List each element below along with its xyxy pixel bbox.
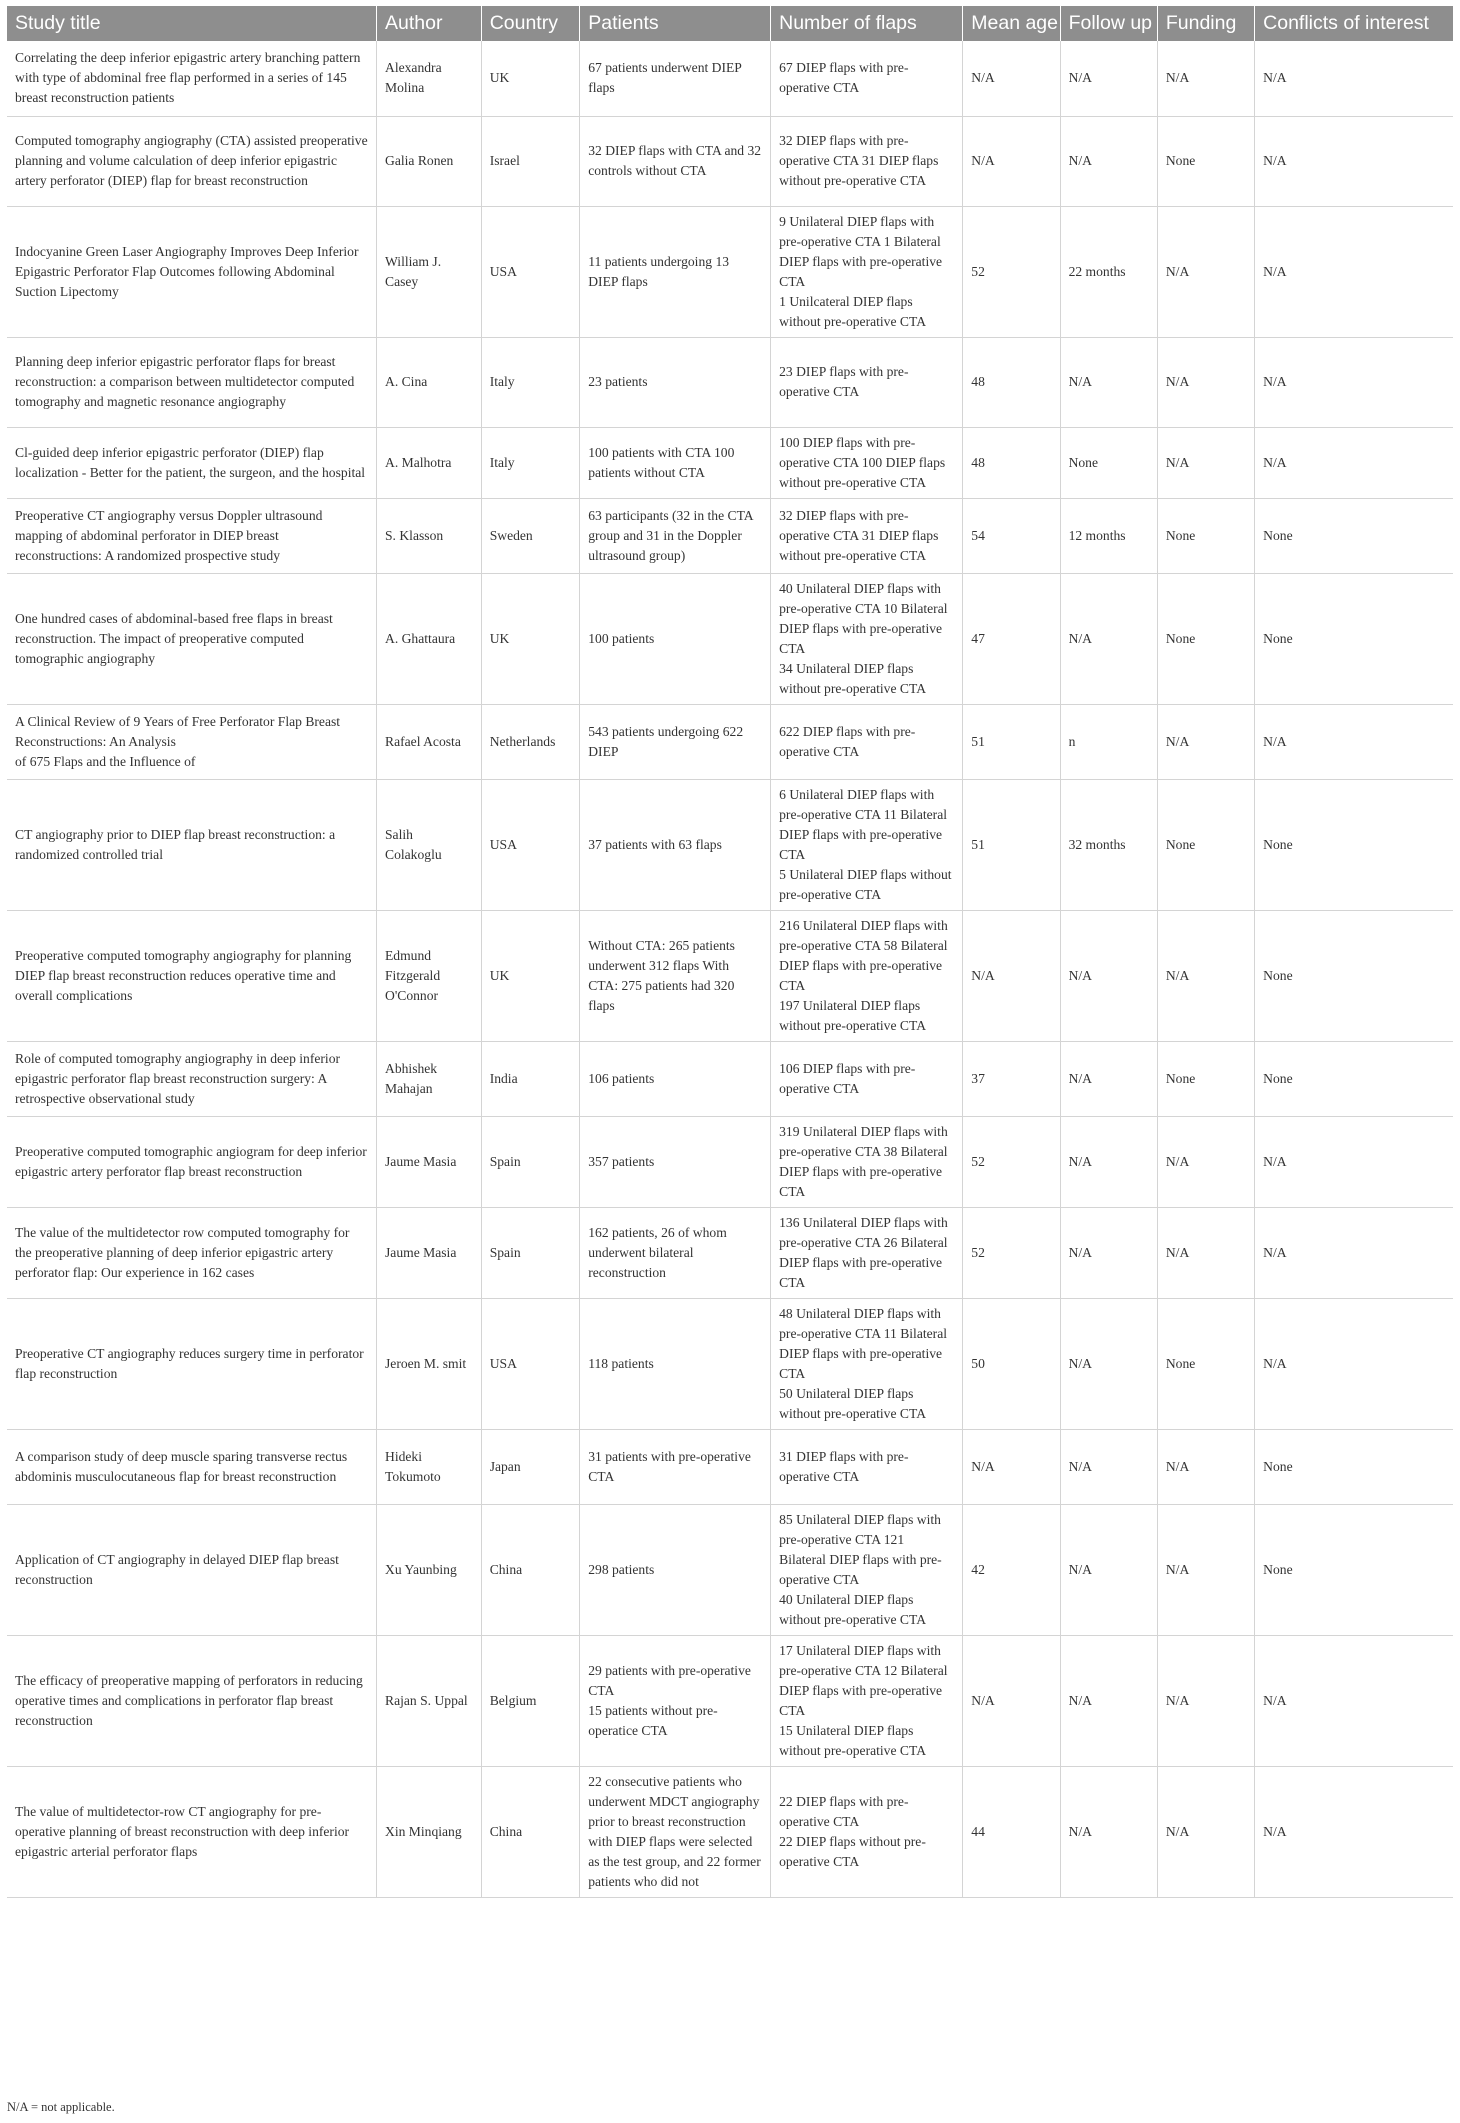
cell-author: Abhishek Mahajan <box>377 1041 482 1116</box>
cell-line: 32 DIEP flaps with pre-operative CTA 31 DIEP flaps without pre-operative CTA <box>779 133 939 188</box>
cell-follow-up: N/A <box>1060 1766 1157 1897</box>
cell-line: 37 patients with 63 flaps <box>588 836 722 852</box>
cell-funding: N/A <box>1157 337 1254 427</box>
cell-mean-age: 37 <box>963 1041 1060 1116</box>
cell-conflicts-of-interest: N/A <box>1255 337 1453 427</box>
cell-line: A Clinical Review of 9 Years of Free Perforator Flap Breast Reconstructions: An Analysis <box>15 713 341 749</box>
cell-study-title: Application of CT angiography in delayed DIEP flap breast reconstruction <box>7 1504 377 1635</box>
cell-country: USA <box>481 1298 580 1429</box>
cell-patients <box>580 704 771 779</box>
cell-mean-age: N/A <box>963 910 1060 1041</box>
cell-line: 197 Unilateral DIEP flaps without pre-operative CTA <box>779 997 927 1033</box>
cell-line: 9 Unilateral DIEP flaps with pre-operative CTA 1 Bilateral DIEP flaps with pre-operative CTA <box>779 213 943 289</box>
cell-line: 22 DIEP flaps with pre-operative CTA <box>779 1793 909 1829</box>
cell-line: 85 Unilateral DIEP flaps with pre-operative CTA 121 Bilateral DIEP flaps with pre-operative CTA <box>779 1511 942 1587</box>
cell-mean-age: N/A <box>963 1635 1060 1766</box>
cell-conflicts-of-interest: N/A <box>1255 41 1453 116</box>
cell-follow-up: N/A <box>1060 1635 1157 1766</box>
cell-mean-age: 51 <box>963 704 1060 779</box>
cell-patients <box>580 1041 771 1116</box>
cell-follow-up: N/A <box>1060 1207 1157 1298</box>
cell-line: 100 DIEP flaps with pre-operative CTA 100 DIEP flaps without pre-operative CTA <box>779 434 946 490</box>
cell-number-of-flaps <box>771 1207 963 1298</box>
cell-patients <box>580 498 771 573</box>
cell-conflicts-of-interest: N/A <box>1255 427 1453 498</box>
cell-funding: N/A <box>1157 704 1254 779</box>
cell-conflicts-of-interest: N/A <box>1255 1298 1453 1429</box>
header-follow-up: Follow up <box>1060 6 1157 41</box>
cell-study-title: Preoperative CT angiography reduces surgery time in perforator flap reconstruction <box>7 1298 377 1429</box>
cell-mean-age: N/A <box>963 1429 1060 1504</box>
cell-study-title: The efficacy of preoperative mapping of perforators in reducing operative times and complications in perforator flap breast reconstruction <box>7 1635 377 1766</box>
cell-follow-up: N/A <box>1060 1041 1157 1116</box>
table-row <box>7 1207 1453 1298</box>
table-row <box>7 498 1453 573</box>
cell-line: 32 DIEP flaps with pre-operative CTA 31 DIEP flaps without pre-operative CTA <box>779 507 939 563</box>
cell-line: 22 consecutive patients who underwent MDCT angiography prior to breast reconstruction with DIEP flaps were selected as the test group, and 22 former patients who did not <box>588 1773 761 1889</box>
cell-conflicts-of-interest: N/A <box>1255 1635 1453 1766</box>
cell-conflicts-of-interest: None <box>1255 498 1453 573</box>
cell-country: USA <box>481 206 580 337</box>
cell-funding: N/A <box>1157 1429 1254 1504</box>
cell-study-title: One hundred cases of abdominal-based free flaps in breast reconstruction. The impact of preoperative computed tomographic angiography <box>7 573 377 704</box>
cell-author: Xu Yaunbing <box>377 1504 482 1635</box>
cell-author: William J. Casey <box>377 206 482 337</box>
cell-line: 23 DIEP flaps with pre-operative CTA <box>779 364 909 399</box>
cell-conflicts-of-interest: None <box>1255 573 1453 704</box>
cell-conflicts-of-interest: N/A <box>1255 206 1453 337</box>
header-number-of-flaps: Number of flaps <box>771 6 963 41</box>
cell-number-of-flaps <box>771 1298 963 1429</box>
cell-study-title: Preoperative computed tomographic angiogram for deep inferior epigastric artery perforator flap breast reconstruction <box>7 1116 377 1207</box>
cell-mean-age: 42 <box>963 1504 1060 1635</box>
cell-number-of-flaps <box>771 498 963 573</box>
cell-follow-up: None <box>1060 427 1157 498</box>
cell-number-of-flaps <box>771 427 963 498</box>
cell-patients <box>580 910 771 1041</box>
cell-conflicts-of-interest: N/A <box>1255 704 1453 779</box>
cell-follow-up: 22 months <box>1060 206 1157 337</box>
table-row <box>7 116 1453 206</box>
cell-line: 63 participants (32 in the CTA group and 31 in the Doppler ultrasound group) <box>588 507 753 563</box>
cell-number-of-flaps <box>771 779 963 910</box>
cell-author: Jaume Masia <box>377 1116 482 1207</box>
cell-mean-age: 54 <box>963 498 1060 573</box>
cell-country: UK <box>481 41 580 116</box>
cell-mean-age: N/A <box>963 116 1060 206</box>
cell-study-title: Preoperative computed tomography angiography for planning DIEP flap breast reconstruction reduces operative time and overall complications <box>7 910 377 1041</box>
cell-number-of-flaps <box>771 1041 963 1116</box>
cell-patients <box>580 1116 771 1207</box>
table-row <box>7 1635 1453 1766</box>
cell-study-title: Role of computed tomography angiography in deep inferior epigastric perforator flap breast reconstruction surgery: A retrospective observational study <box>7 1041 377 1116</box>
cell-follow-up: N/A <box>1060 1504 1157 1635</box>
cell-line: 106 patients <box>588 1070 655 1086</box>
cell-line: 34 Unilateral DIEP flaps without pre-operative CTA <box>779 660 927 696</box>
cell-country: Spain <box>481 1116 580 1207</box>
table-row <box>7 779 1453 910</box>
cell-patients <box>580 337 771 427</box>
cell-funding: N/A <box>1157 1116 1254 1207</box>
cell-study-title: The value of the multidetector row computed tomography for the preoperative planning of deep inferior epigastric artery perforator flap: Our experience in 162 cases <box>7 1207 377 1298</box>
cell-author: S. Klasson <box>377 498 482 573</box>
cell-line: 100 patients <box>588 630 655 646</box>
cell-funding: N/A <box>1157 41 1254 116</box>
cell-line: 5 Unilateral DIEP flaps without pre-operative CTA <box>779 866 952 902</box>
cell-patients <box>580 1429 771 1504</box>
table-body <box>7 41 1453 1897</box>
cell-follow-up: N/A <box>1060 116 1157 206</box>
cell-follow-up: N/A <box>1060 41 1157 116</box>
cell-line: 40 Unilateral DIEP flaps with pre-operative CTA 10 Bilateral DIEP flaps with pre-operative CTA <box>779 580 948 656</box>
cell-funding: N/A <box>1157 1504 1254 1635</box>
cell-patients <box>580 1766 771 1897</box>
cell-study-title <box>7 704 377 779</box>
cell-funding: None <box>1157 116 1254 206</box>
cell-follow-up: 32 months <box>1060 779 1157 910</box>
cell-study-title: Planning deep inferior epigastric perforator flaps for breast reconstruction: a comparison between multidetector computed tomography and magnetic resonance angiography <box>7 337 377 427</box>
header-author: Author <box>377 6 482 41</box>
cell-number-of-flaps <box>771 41 963 116</box>
cell-follow-up: N/A <box>1060 337 1157 427</box>
cell-patients <box>580 1504 771 1635</box>
cell-line: 1 Unilcateral DIEP flaps without pre-operative CTA <box>779 293 927 329</box>
cell-author: Salih Colakoglu <box>377 779 482 910</box>
cell-conflicts-of-interest: N/A <box>1255 1116 1453 1207</box>
cell-line: 298 patients <box>588 1561 655 1577</box>
cell-conflicts-of-interest: None <box>1255 1041 1453 1116</box>
table-row <box>7 41 1453 116</box>
cell-line: 23 patients <box>588 374 648 389</box>
cell-line: Without CTA: 265 patients underwent 312 flaps With CTA: 275 patients had 320 flaps <box>588 937 735 1013</box>
cell-patients <box>580 1635 771 1766</box>
cell-conflicts-of-interest: None <box>1255 1429 1453 1504</box>
table-row <box>7 1041 1453 1116</box>
cell-funding: None <box>1157 573 1254 704</box>
cell-mean-age: 48 <box>963 427 1060 498</box>
cell-patients <box>580 1207 771 1298</box>
cell-country: Netherlands <box>481 704 580 779</box>
cell-country: USA <box>481 779 580 910</box>
cell-country: Japan <box>481 1429 580 1504</box>
cell-funding: N/A <box>1157 1635 1254 1766</box>
cell-mean-age: N/A <box>963 41 1060 116</box>
table-row <box>7 1298 1453 1429</box>
cell-author: Hideki Tokumoto <box>377 1429 482 1504</box>
cell-mean-age: 47 <box>963 573 1060 704</box>
cell-funding: None <box>1157 498 1254 573</box>
cell-line: 40 Unilateral DIEP flaps without pre-operative CTA <box>779 1591 927 1627</box>
cell-patients <box>580 779 771 910</box>
cell-follow-up: N/A <box>1060 1298 1157 1429</box>
cell-line: 543 patients undergoing 622 DIEP <box>588 723 744 759</box>
cell-conflicts-of-interest: None <box>1255 779 1453 910</box>
cell-line: 357 patients <box>588 1153 655 1169</box>
cell-patients <box>580 427 771 498</box>
cell-author: Edmund Fitzgerald O'Connor <box>377 910 482 1041</box>
cell-number-of-flaps <box>771 1766 963 1897</box>
cell-funding: N/A <box>1157 427 1254 498</box>
cell-follow-up: N/A <box>1060 573 1157 704</box>
cell-line: 17 Unilateral DIEP flaps with pre-operative CTA 12 Bilateral DIEP flaps with pre-operative CTA <box>779 1642 948 1718</box>
cell-country: China <box>481 1766 580 1897</box>
table-row <box>7 1504 1453 1635</box>
cell-country: Israel <box>481 116 580 206</box>
cell-country: Italy <box>481 337 580 427</box>
cell-author: A. Ghattaura <box>377 573 482 704</box>
studies-table <box>7 6 1453 1898</box>
cell-number-of-flaps <box>771 704 963 779</box>
header-study-title: Study title <box>7 6 377 41</box>
cell-line: 29 patients with pre-operative CTA <box>588 1662 751 1698</box>
cell-follow-up: N/A <box>1060 1429 1157 1504</box>
cell-author: A. Cina <box>377 337 482 427</box>
cell-funding: N/A <box>1157 1207 1254 1298</box>
table-header-row <box>7 6 1453 41</box>
cell-line: 15 Unilateral DIEP flaps without pre-operative CTA <box>779 1722 927 1758</box>
cell-number-of-flaps <box>771 116 963 206</box>
cell-author: Rajan S. Uppal <box>377 1635 482 1766</box>
cell-country: China <box>481 1504 580 1635</box>
cell-line: 106 DIEP flaps with pre-operative CTA <box>779 1060 916 1096</box>
cell-line: 100 patients with CTA 100 patients without CTA <box>588 444 735 480</box>
cell-mean-age: 52 <box>963 1207 1060 1298</box>
cell-patients <box>580 573 771 704</box>
cell-author: Alexandra Molina <box>377 41 482 116</box>
cell-conflicts-of-interest: N/A <box>1255 1766 1453 1897</box>
table-row <box>7 704 1453 779</box>
cell-number-of-flaps <box>771 1635 963 1766</box>
cell-study-title: Correlating the deep inferior epigastric artery branching pattern with type of abdominal free flap performed in a series of 145 breast reconstruction patients <box>7 41 377 116</box>
table-row <box>7 337 1453 427</box>
cell-author: Jeroen M. smit <box>377 1298 482 1429</box>
cell-number-of-flaps <box>771 206 963 337</box>
cell-author: Rafael Acosta <box>377 704 482 779</box>
cell-study-title: A comparison study of deep muscle sparing transverse rectus abdominis musculocutaneous flap for breast reconstruction <box>7 1429 377 1504</box>
cell-line: 22 DIEP flaps without pre-operative CTA <box>779 1833 926 1869</box>
cell-number-of-flaps <box>771 1504 963 1635</box>
cell-patients <box>580 206 771 337</box>
cell-line: 11 patients undergoing 13 DIEP flaps <box>588 253 730 289</box>
cell-conflicts-of-interest: None <box>1255 910 1453 1041</box>
cell-mean-age: 52 <box>963 1116 1060 1207</box>
table-row <box>7 1766 1453 1897</box>
cell-patients <box>580 41 771 116</box>
table-row <box>7 910 1453 1041</box>
header-patients: Patients <box>580 6 771 41</box>
cell-follow-up: N/A <box>1060 910 1157 1041</box>
cell-country: Italy <box>481 427 580 498</box>
header-country: Country <box>481 6 580 41</box>
cell-line: 15 patients without pre-operatice CTA <box>588 1702 718 1738</box>
cell-line: 32 DIEP flaps with CTA and 32 controls without CTA <box>588 143 762 178</box>
table-row <box>7 206 1453 337</box>
cell-line: 31 patients with pre-operative CTA <box>588 1448 751 1484</box>
cell-number-of-flaps <box>771 573 963 704</box>
cell-country: India <box>481 1041 580 1116</box>
cell-country: Spain <box>481 1207 580 1298</box>
cell-line: 162 patients, 26 of whom underwent bilateral reconstruction <box>588 1224 727 1280</box>
cell-follow-up: n <box>1060 704 1157 779</box>
table-row <box>7 573 1453 704</box>
cell-funding: N/A <box>1157 206 1254 337</box>
cell-line: 67 patients underwent DIEP flaps <box>588 60 742 96</box>
cell-patients <box>580 116 771 206</box>
cell-author: Galia Ronen <box>377 116 482 206</box>
cell-country: Sweden <box>481 498 580 573</box>
cell-line: 50 Unilateral DIEP flaps without pre-operative CTA <box>779 1385 927 1421</box>
cell-line: 136 Unilateral DIEP flaps with pre-operative CTA 26 Bilateral DIEP flaps with pre-operative CTA <box>779 1214 948 1290</box>
cell-author: A. Malhotra <box>377 427 482 498</box>
cell-funding: None <box>1157 779 1254 910</box>
cell-country: UK <box>481 573 580 704</box>
cell-funding: None <box>1157 1298 1254 1429</box>
cell-author: Jaume Masia <box>377 1207 482 1298</box>
cell-funding: None <box>1157 1041 1254 1116</box>
cell-study-title: The value of multidetector-row CT angiography for pre-operative planning of breast reconstruction with deep inferior epigastric arterial perforator flaps <box>7 1766 377 1897</box>
cell-conflicts-of-interest: None <box>1255 1504 1453 1635</box>
cell-line: 67 DIEP flaps with pre-operative CTA <box>779 60 909 96</box>
cell-funding: N/A <box>1157 1766 1254 1897</box>
cell-mean-age: 44 <box>963 1766 1060 1897</box>
cell-line: 319 Unilateral DIEP flaps with pre-operative CTA 38 Bilateral DIEP flaps with pre-operative CTA <box>779 1123 948 1199</box>
cell-line: 216 Unilateral DIEP flaps with pre-operative CTA 58 Bilateral DIEP flaps with pre-operative CTA <box>779 917 948 993</box>
cell-line: 6 Unilateral DIEP flaps with pre-operative CTA 11 Bilateral DIEP flaps with pre-operative CTA <box>779 786 948 862</box>
cell-mean-age: 48 <box>963 337 1060 427</box>
cell-study-title: CT angiography prior to DIEP flap breast reconstruction: a randomized controlled trial <box>7 779 377 910</box>
cell-line: 622 DIEP flaps with pre-operative CTA <box>779 723 916 759</box>
table-row <box>7 427 1453 498</box>
cell-conflicts-of-interest: N/A <box>1255 116 1453 206</box>
cell-line: 31 DIEP flaps with pre-operative CTA <box>779 1448 909 1484</box>
cell-follow-up: N/A <box>1060 1116 1157 1207</box>
cell-study-title: Indocyanine Green Laser Angiography Improves Deep Inferior Epigastric Perforator Flap Outcomes following Abdominal Suction Lipectomy <box>7 206 377 337</box>
cell-number-of-flaps <box>771 910 963 1041</box>
table-footnote: N/A = not applicable. <box>7 2100 115 2114</box>
table-row <box>7 1429 1453 1504</box>
cell-follow-up: 12 months <box>1060 498 1157 573</box>
cell-number-of-flaps <box>771 1429 963 1504</box>
header-funding: Funding <box>1157 6 1254 41</box>
header-mean-age: Mean age <box>963 6 1060 41</box>
cell-patients <box>580 1298 771 1429</box>
table-row <box>7 1116 1453 1207</box>
cell-mean-age: 51 <box>963 779 1060 910</box>
cell-country: UK <box>481 910 580 1041</box>
cell-mean-age: 52 <box>963 206 1060 337</box>
header-conflicts-of-interest: Conflicts of interest <box>1255 6 1453 41</box>
cell-author: Xin Minqiang <box>377 1766 482 1897</box>
cell-study-title: Preoperative CT angiography versus Doppler ultrasound mapping of abdominal perforator in DIEP breast reconstructions: A randomized prospective study <box>7 498 377 573</box>
cell-number-of-flaps <box>771 337 963 427</box>
cell-mean-age: 50 <box>963 1298 1060 1429</box>
cell-study-title: Cl-guided deep inferior epigastric perforator (DIEP) flap localization - Better for the patient, the surgeon, and the hospital <box>7 427 377 498</box>
cell-funding: N/A <box>1157 910 1254 1041</box>
cell-line: 48 Unilateral DIEP flaps with pre-operative CTA 11 Bilateral DIEP flaps with pre-operative CTA <box>779 1305 948 1381</box>
cell-conflicts-of-interest: N/A <box>1255 1207 1453 1298</box>
cell-study-title: Computed tomography angiography (CTA) assisted preoperative planning and volume calculation of deep inferior epigastric artery perforator (DIEP) flap for breast reconstruction <box>7 116 377 206</box>
cell-line: of 675 Flaps and the Influence of <box>15 753 196 769</box>
cell-number-of-flaps <box>771 1116 963 1207</box>
cell-country: Belgium <box>481 1635 580 1766</box>
cell-line: 118 patients <box>588 1355 654 1371</box>
